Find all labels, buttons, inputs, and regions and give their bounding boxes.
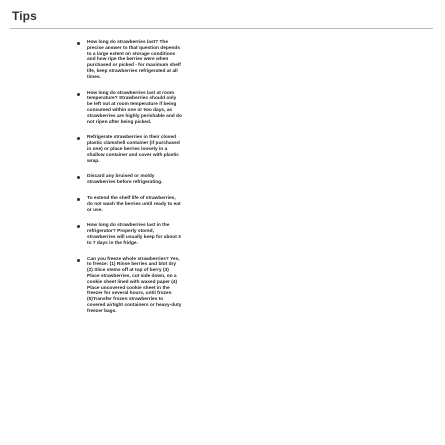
tip-item <box>77 174 182 186</box>
tip-item <box>77 91 182 126</box>
tip-item <box>77 40 182 81</box>
tips-list <box>77 40 182 314</box>
tip-text: Can you freeze whole strawberries? Yes, to freeze: (1) Rinse berries and blot dry (2) Slice stems off at top of berry (3) Place strawberries, cut side down, on a cookie sheet lined with waxed paper (4) Place uncovered cookie sheet in the freezer for several hours, until frozen (5)Transfer frozen strawberries to covered airtight containers or heavy-duty freezer bags. <box>87 256 182 314</box>
tip-item <box>77 135 182 164</box>
bullet-icon <box>77 176 80 179</box>
tip-text: How long do strawberries last in the refrigerator? Properly stored, strawberries will usually keep for about 3 to 7 days in the fridge. <box>87 223 181 246</box>
page-title: Tips <box>12 9 37 23</box>
tip-text: Discard any bruised or moldy strawberries before refrigerating. <box>87 174 163 186</box>
bullet-icon <box>77 93 80 96</box>
bullet-icon <box>77 137 80 140</box>
bullet-icon <box>77 225 80 228</box>
tip-text: To extend the shelf life of strawberries, do not wash the berries until ready to eat or use. <box>87 195 181 213</box>
tip-item <box>77 196 182 213</box>
tips-header <box>10 6 433 32</box>
title-divider <box>10 28 433 29</box>
bullet-icon <box>77 198 80 201</box>
tip-text: Refrigerate strawberries in their closed plastic clamshell container (if purchased in one) or place berries loosely in a shallow container and cover with plastic wrap. <box>87 135 180 164</box>
tip-text: How long do strawberries last? The precise answer to that question depends to a large extent on storage conditions and how ripe the berries were when purchased or picked - for maximum shelf life, keep strawberries refrigerated at all times. <box>87 40 181 80</box>
bullet-icon <box>77 42 80 45</box>
tip-item <box>77 223 182 246</box>
tip-item <box>77 257 182 315</box>
bullet-icon <box>77 259 80 262</box>
tip-text: How long do strawberries last at room temperature? Strawberries should only be left out at room temperature if being consumed within one or two days, as strawberries are highly perishable and do not ripen after being picked. <box>87 90 182 125</box>
